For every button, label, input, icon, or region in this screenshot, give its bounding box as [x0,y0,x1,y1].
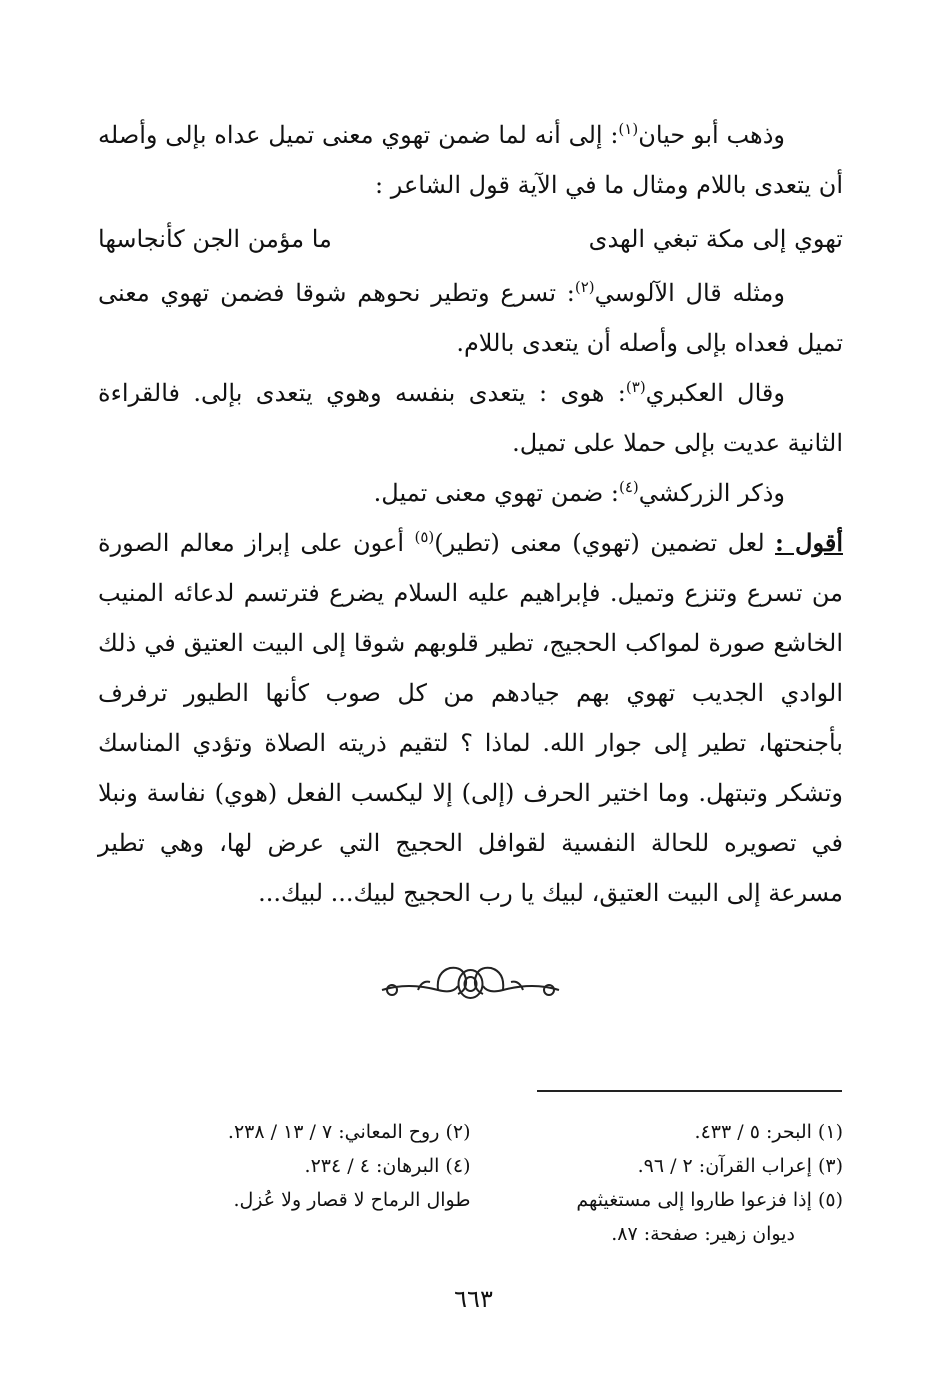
footnote-5-source: ديوان زهير: صفحة: ٨٧. [611,1223,795,1245]
verse-first-hemistich: تهوي إلى مكة تبغي الهدى [588,225,843,253]
verse-second-hemistich: ما مؤمن الجن كأنجاسها [98,225,332,253]
footnote-ref-2[interactable]: (٢) [574,278,595,296]
footnote-1: (١) البحر: ٥ / ٤٣٣. [694,1121,843,1143]
keyword-aqul: أقول : [775,528,843,557]
footnote-ref-1[interactable]: (١) [618,120,639,138]
footnote-ref-4[interactable]: (٤) [618,478,639,496]
footnote-5-verse-second: طوال الرماح لا قصار ولا عُزل. [233,1189,471,1211]
footnote-row [98,1183,843,1217]
floral-ornament-icon [378,960,563,1004]
page-number: ٦٦٣ [454,1285,493,1313]
footnote-row [98,1115,843,1149]
footnotes [98,1115,843,1251]
paragraph-zarkashi: وذكر الزركشي$^{(٤)}$: ضمن تهوي معنى تميل. [373,478,785,507]
footnote-separator [537,1090,842,1092]
footnote-ref-5[interactable]: (٥) [414,528,435,546]
footnote-2: (٢) روح المعاني: ٧ / ١٣ / ٢٣٨. [227,1121,471,1143]
main-text [98,110,843,918]
footnote-4: (٤) البرهان: ٤ / ٢٣٤. [304,1155,471,1177]
paragraph-abu-hayyan: وذهب أبو حيان$^{(١)}$: إلى أنه لما ضمن تهوي معنى تميل عداه بإلى وأصله أن يتعدى باللام ومثال ما في الآية قول الشاعر : [98,120,843,199]
footnote-row [98,1149,843,1183]
paragraph-ukbari: وقال العكبري$^{(٣)}$: هوى : يتعدى بنفسه وهوي يتعدى بإلى. فالقراءة الثانية عديت بإلى حملا على تميل. [98,378,843,457]
footnote-5-verse-first: (٥) إذا فزعوا طاروا إلى مستغيثهم [576,1189,843,1211]
footnote-3: (٣) إعراب القرآن: ٢ / ٩٦. [637,1155,843,1177]
footnote-ref-3[interactable]: (٣) [625,378,646,396]
paragraph-alusi: ومثله قال الآلوسي$^{(٢)}$: تسرع وتطير نحوهم شوقا فضمن تهوي معنى تميل فعداه بإلى وأصله أن يتعدى باللام. [98,278,843,357]
paragraph-author-opinion: أقول : لعل تضمين (تهوي) معنى (تطير)$^{(٥)}$ أعون على إبراز معالم الصورة من تسرع وتنزع وتميل. فإبراهيم عليه السلام يضرع فترتسم لدعائه المنيب الخاشع صورة لمواكب الحجيج، تطير قلوبهم شوقا إلى البيت العتيق في ذلك الوادي الجديب تهوي بهم جيادهم من كل صوب كأنها الطيور ترفرف بأجنحتها، تطير إلى جوار الله. لماذا ؟ لتقيم ذريته الصلاة وتؤدي المناسك وتشكر وتبتهل. وما اختير الحرف (إلى) إلا ليكسب الفعل (هوي) نفاسة ونبلا في تصويره للحالة النفسية لقوافل الحجيج التي عرض لها، وهي تطير مسرعة إلى البيت العتيق، لبيك يا رب الحجيج لبيك... لبيك... [98,528,843,907]
poetry-verse [98,214,843,264]
